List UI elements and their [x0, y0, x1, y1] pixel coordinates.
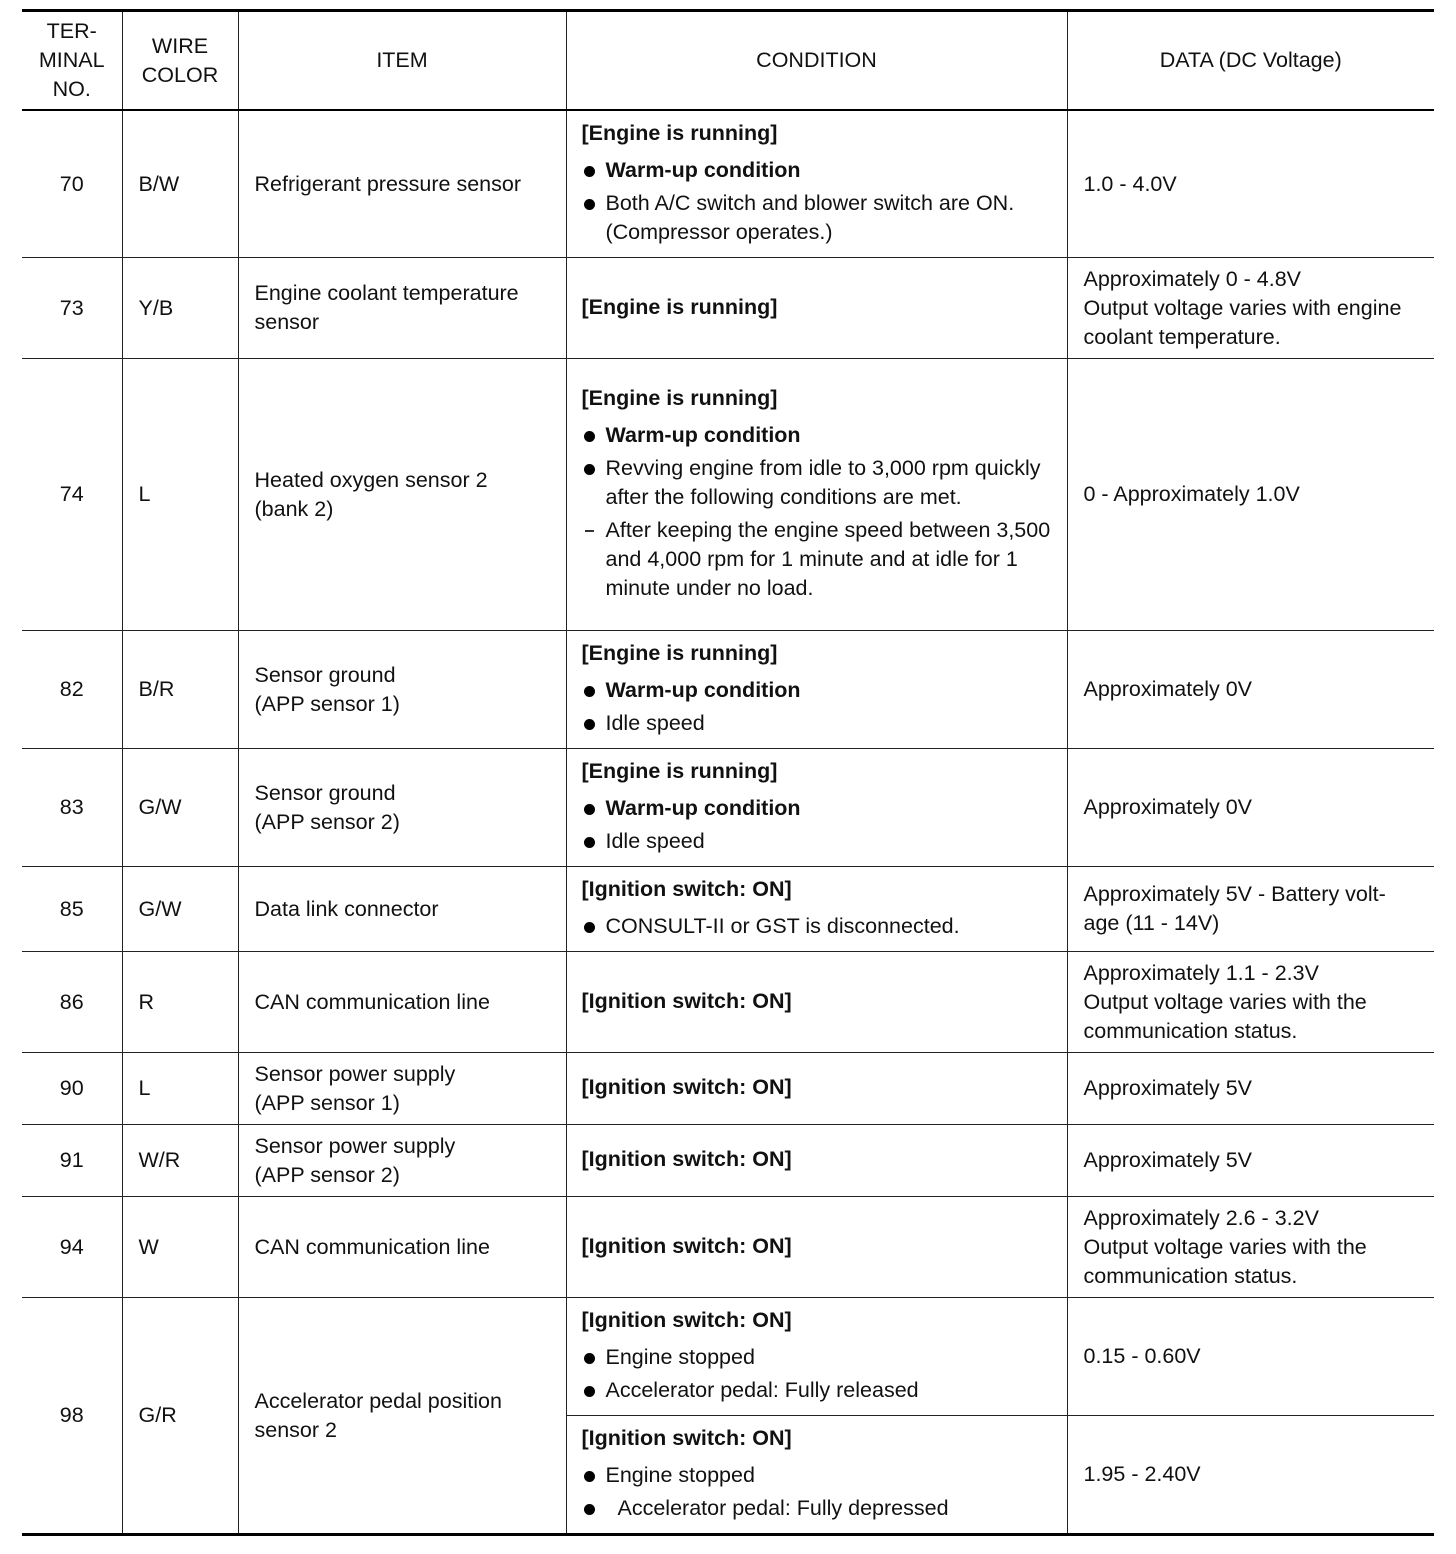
condition-bullet: Warm-up condition [582, 676, 1055, 705]
condition-cell [566, 258, 1067, 359]
terminal-number: 94 [22, 1197, 122, 1298]
condition-bullet: Both A/C switch and blower switch are ON. (Compressor operates.) [582, 189, 1055, 247]
item-name: Sensor power supply (APP sensor 2) [238, 1125, 566, 1197]
condition-heading: [Ignition switch: ON] [581, 1147, 792, 1171]
condition-cell [566, 1416, 1067, 1535]
header-wire-color: WIRE COLOR [122, 11, 238, 111]
dc-voltage-data: Approximately 0V [1067, 631, 1434, 749]
dc-voltage-data: 1.0 - 4.0V [1067, 110, 1434, 258]
condition-bullet: Accelerator pedal: Fully released [582, 1376, 1055, 1405]
wire-color: L [122, 1053, 238, 1125]
terminal-number: 85 [22, 867, 122, 952]
item-name: Heated oxygen sensor 2 (bank 2) [238, 359, 566, 631]
table-row [22, 258, 1434, 359]
header-condition: CONDITION [566, 11, 1067, 111]
table-row [22, 359, 1434, 631]
table-row [22, 1298, 1434, 1416]
header-data: DATA (DC Voltage) [1067, 11, 1434, 111]
wire-color: L [122, 359, 238, 631]
condition-heading: [Ignition switch: ON] [581, 1233, 792, 1258]
condition-bullet: Engine stopped [582, 1461, 1055, 1490]
condition-heading: [Ignition switch: ON] [581, 1308, 792, 1332]
condition-cell [566, 867, 1067, 952]
terminal-number: 73 [22, 258, 122, 359]
terminal-number: 83 [22, 749, 122, 867]
dc-voltage-data: Approximately 0V [1067, 749, 1434, 867]
condition-heading: [Engine is running] [581, 386, 778, 410]
wire-color: G/W [122, 867, 238, 952]
condition-heading: [Engine is running] [581, 294, 778, 319]
wire-color: G/R [122, 1298, 238, 1535]
table-row [22, 867, 1434, 952]
item-name: Sensor ground (APP sensor 1) [238, 631, 566, 749]
condition-bullet: Warm-up condition [582, 794, 1055, 823]
terminal-number: 98 [22, 1298, 122, 1535]
condition-bullet: Warm-up condition [582, 156, 1055, 185]
condition-sub-item: After keeping the engine speed between 3,500 and 4,000 rpm for 1 minute and at idle for 1 minute under no load. [582, 516, 1055, 603]
table-row [22, 110, 1434, 258]
terminal-number: 90 [22, 1053, 122, 1125]
condition-heading: [Engine is running] [581, 641, 778, 665]
condition-bullet: Idle speed [582, 709, 1055, 738]
condition-cell [566, 1298, 1067, 1416]
item-name: Sensor ground (APP sensor 2) [238, 749, 566, 867]
item-name: Accelerator pedal position sensor 2 [238, 1298, 566, 1535]
dc-voltage-data: Approximately 5V - Battery volt- age (11 - 14V) [1067, 867, 1434, 952]
dc-voltage-data: 0.15 - 0.60V [1067, 1298, 1434, 1416]
item-name: CAN communication line [238, 1197, 566, 1298]
condition-cell [566, 359, 1067, 631]
wire-color: W/R [122, 1125, 238, 1197]
wire-color: G/W [122, 749, 238, 867]
header-terminal-no: TER- MINAL NO. [22, 11, 122, 111]
item-name: Refrigerant pressure sensor [238, 110, 566, 258]
table-body [22, 110, 1434, 1535]
table-row [22, 1125, 1434, 1197]
terminal-number: 74 [22, 359, 122, 631]
item-name: Data link connector [238, 867, 566, 952]
table-row [22, 749, 1434, 867]
table-row [22, 631, 1434, 749]
table-row [22, 1053, 1434, 1125]
dc-voltage-data: Approximately 2.6 - 3.2V Output voltage varies with the communication status. [1067, 1197, 1434, 1298]
condition-cell [566, 749, 1067, 867]
dc-voltage-data: 0 - Approximately 1.0V [1067, 359, 1434, 631]
condition-heading: [Ignition switch: ON] [581, 877, 792, 901]
dc-voltage-data: Approximately 1.1 - 2.3V Output voltage varies with the communication status. [1067, 952, 1434, 1053]
terminal-number: 82 [22, 631, 122, 749]
item-name: Engine coolant temperature sensor [238, 258, 566, 359]
condition-heading: [Ignition switch: ON] [581, 1075, 792, 1099]
condition-heading: [Ignition switch: ON] [581, 1426, 792, 1450]
dc-voltage-data: Approximately 0 - 4.8V Output voltage varies with engine coolant temperature. [1067, 258, 1434, 359]
wire-color: Y/B [122, 258, 238, 359]
condition-heading: [Engine is running] [581, 121, 778, 145]
condition-bullet: Idle speed [582, 827, 1055, 856]
dc-voltage-data: Approximately 5V [1067, 1125, 1434, 1197]
condition-cell [566, 1197, 1067, 1298]
item-name: CAN communication line [238, 952, 566, 1053]
condition-bullet: CONSULT-II or GST is disconnected. [582, 912, 1055, 941]
dc-voltage-data: 1.95 - 2.40V [1067, 1416, 1434, 1535]
wire-color: R [122, 952, 238, 1053]
condition-heading: [Ignition switch: ON] [581, 988, 792, 1013]
table-header-row [22, 11, 1434, 111]
item-name: Sensor power supply (APP sensor 1) [238, 1053, 566, 1125]
condition-bullet: Warm-up condition [582, 421, 1055, 450]
condition-bullet: Accelerator pedal: Fully depressed [582, 1494, 1055, 1523]
condition-heading: [Engine is running] [581, 759, 778, 783]
condition-bullet: Revving engine from idle to 3,000 rpm quickly after the following conditions are met. [582, 454, 1055, 512]
wire-color: B/R [122, 631, 238, 749]
table-row [22, 1197, 1434, 1298]
terminal-number: 91 [22, 1125, 122, 1197]
condition-cell [566, 952, 1067, 1053]
condition-cell [566, 631, 1067, 749]
condition-bullet: Engine stopped [582, 1343, 1055, 1372]
condition-cell [566, 1125, 1067, 1197]
condition-cell [566, 110, 1067, 258]
header-item: ITEM [238, 11, 566, 111]
condition-cell [566, 1053, 1067, 1125]
dc-voltage-data: Approximately 5V [1067, 1053, 1434, 1125]
wire-color: W [122, 1197, 238, 1298]
terminal-data-table [22, 9, 1434, 1536]
terminal-number: 86 [22, 952, 122, 1053]
table-row [22, 952, 1434, 1053]
wire-color: B/W [122, 110, 238, 258]
terminal-number: 70 [22, 110, 122, 258]
